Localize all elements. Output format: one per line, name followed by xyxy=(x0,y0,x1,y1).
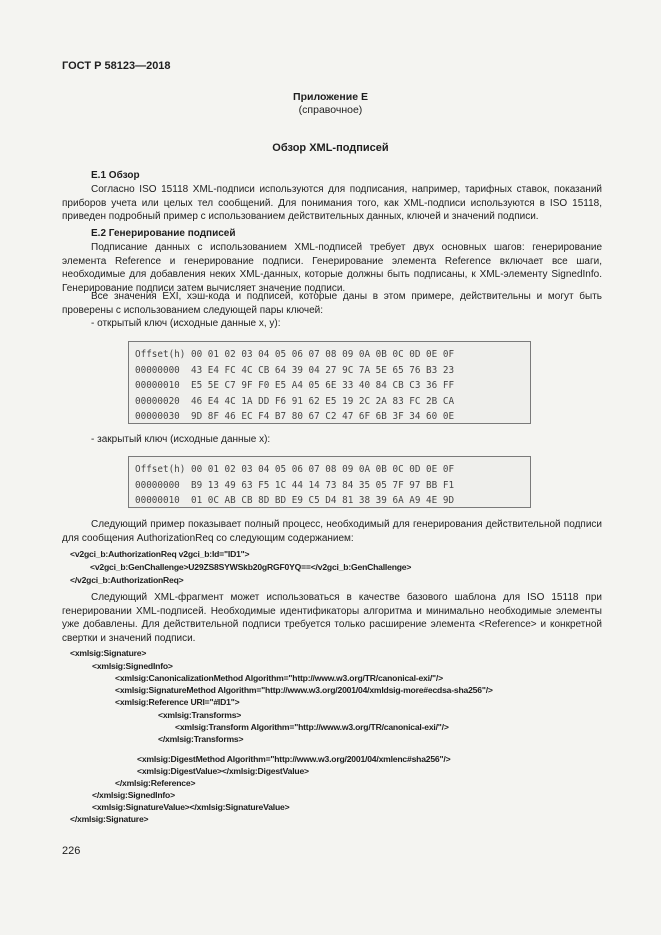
code-line: </xmlsig:SignedInfo> xyxy=(92,790,175,800)
page-number: 226 xyxy=(62,845,81,857)
code-line: </xmlsig:Reference> xyxy=(115,778,196,788)
paragraph-e2-4: Следующий XML-фрагмент может использоваться в качестве базового шаблона для ISO 15118 при генерировании XML-подписей. Необходимые идентификаторы алгоритма и минимально необходимые элементы уже добавлены. Для действительной подписи требуется только расширение элемента <Reference> и конкретной свертки и значений подписи. xyxy=(62,592,602,644)
code-line: </xmlsig:Transforms> xyxy=(158,734,244,744)
hex-row: 00000020 46 E4 4C 1A DD F6 91 62 E5 19 2C 2A 83 FC 2B CA xyxy=(135,395,455,407)
appendix-subtitle: (справочное) xyxy=(298,104,363,116)
private-key-hex-table xyxy=(128,456,531,508)
hex-row: 00000000 B9 13 49 63 F5 1C 44 14 73 84 35 05 7F 97 BB F1 xyxy=(135,479,455,491)
code-line: <xmlsig:Transform Algorithm="http://www.w3.org/TR/canonical-exi/"/> xyxy=(175,722,449,732)
code-line: <xmlsig:Signature> xyxy=(70,648,147,658)
code-line: <xmlsig:DigestMethod Algorithm="http://www.w3.org/2001/04/xmlenc#sha256"/> xyxy=(137,754,451,764)
code-line: <v2gci_b:AuthorizationReq v2gci_b:Id="ID1"> xyxy=(70,549,250,559)
paragraph-e1: Согласно ISO 15118 XML-подписи используются для подписания, например, тарифных ставок, показаний приборов учета или целых тел сообщений. Для понимания того, как XML-подписи используются в ISO 15118, приведен подробный пример с использованием действительных данных, ключей и значений подписи. xyxy=(62,184,602,223)
section-heading-e2: Е.2 Генерирование подписей xyxy=(91,228,236,239)
hex-row: Offset(h) 00 01 02 03 04 05 06 07 08 09 0A 0B 0C 0D 0E 0F xyxy=(135,349,455,360)
code-line: <xmlsig:SignatureValue></xmlsig:SignatureValue> xyxy=(92,802,290,812)
hex-row: Offset(h) 00 01 02 03 04 05 06 07 08 09 0A 0B 0C 0D 0E 0F xyxy=(135,464,455,475)
hex-row: 00000010 E5 5E C7 9F F0 E5 A4 05 6E 33 40 84 CB C3 36 FF xyxy=(135,380,455,392)
paragraph-e2-1: Подписание данных с использованием XML-подписей требует двух основных шагов: генерирование элемента Reference и генерирование подписи. Генерирование элемента Reference включает все шаги, необходимые для добавления неких XML-данных, которые должны быть подписаны, к XML-элементу SignedInfo. Генерирование подписи затем вычисляет значение подписи. xyxy=(62,242,602,294)
hex-row: 00000030 9D 8F 46 EC F4 B7 80 67 C2 47 6F 6B 3F 34 60 0E xyxy=(135,411,455,423)
paragraph-e2-2: Все значения EXI, хэш-кода и подписей, которые даны в этом примере, действительны и могут быть проверены с использованием следующей пары ключей: xyxy=(62,291,602,316)
section-heading-e1: Е.1 Обзор xyxy=(91,170,140,181)
standard-header: ГОСТ Р 58123—2018 xyxy=(62,60,171,72)
code-line: <xmlsig:Transforms> xyxy=(158,710,242,720)
private-key-label: - закрытый ключ (исходные данные x): xyxy=(91,434,271,445)
hex-row: 00000000 43 E4 FC 4C CB 64 39 04 27 9C 7A 5E 65 76 B3 23 xyxy=(135,364,455,376)
appendix-title: Приложение Е xyxy=(293,91,368,103)
code-line: </v2gci_b:AuthorizationReq> xyxy=(70,575,184,585)
public-key-label: - открытый ключ (исходные данные x, y): xyxy=(91,318,281,329)
public-key-hex-table xyxy=(128,341,531,424)
paragraph-e2-3: Следующий пример показывает полный процесс, необходимый для генерирования действительной подписи для сообщения AuthorizationReq со следующим содержанием: xyxy=(62,519,602,544)
code-line: <xmlsig:CanonicalizationMethod Algorithm="http://www.w3.org/TR/canonical-exi/"/> xyxy=(115,673,443,683)
code-line: <xmlsig:SignedInfo> xyxy=(92,661,173,671)
hex-row: 00000010 01 0C AB CB 8D BD E9 C5 D4 81 38 39 6A A9 4E 9D xyxy=(135,495,455,507)
section-title: Обзор XML-подписей xyxy=(272,142,389,154)
code-line: <xmlsig:Reference URI="#ID1"> xyxy=(115,697,240,707)
code-line: </xmlsig:Signature> xyxy=(70,814,149,824)
code-line: <v2gci_b:GenChallenge>U29ZS8SYWSkb20gRGF0YQ==</v2gci_b:GenChallenge> xyxy=(90,562,412,572)
code-line: <xmlsig:SignatureMethod Algorithm="http://www.w3.org/2001/04/xmldsig-more#ecdsa-sha256"/> xyxy=(115,685,493,695)
code-line: <xmlsig:DigestValue></xmlsig:DigestValue> xyxy=(137,766,309,776)
